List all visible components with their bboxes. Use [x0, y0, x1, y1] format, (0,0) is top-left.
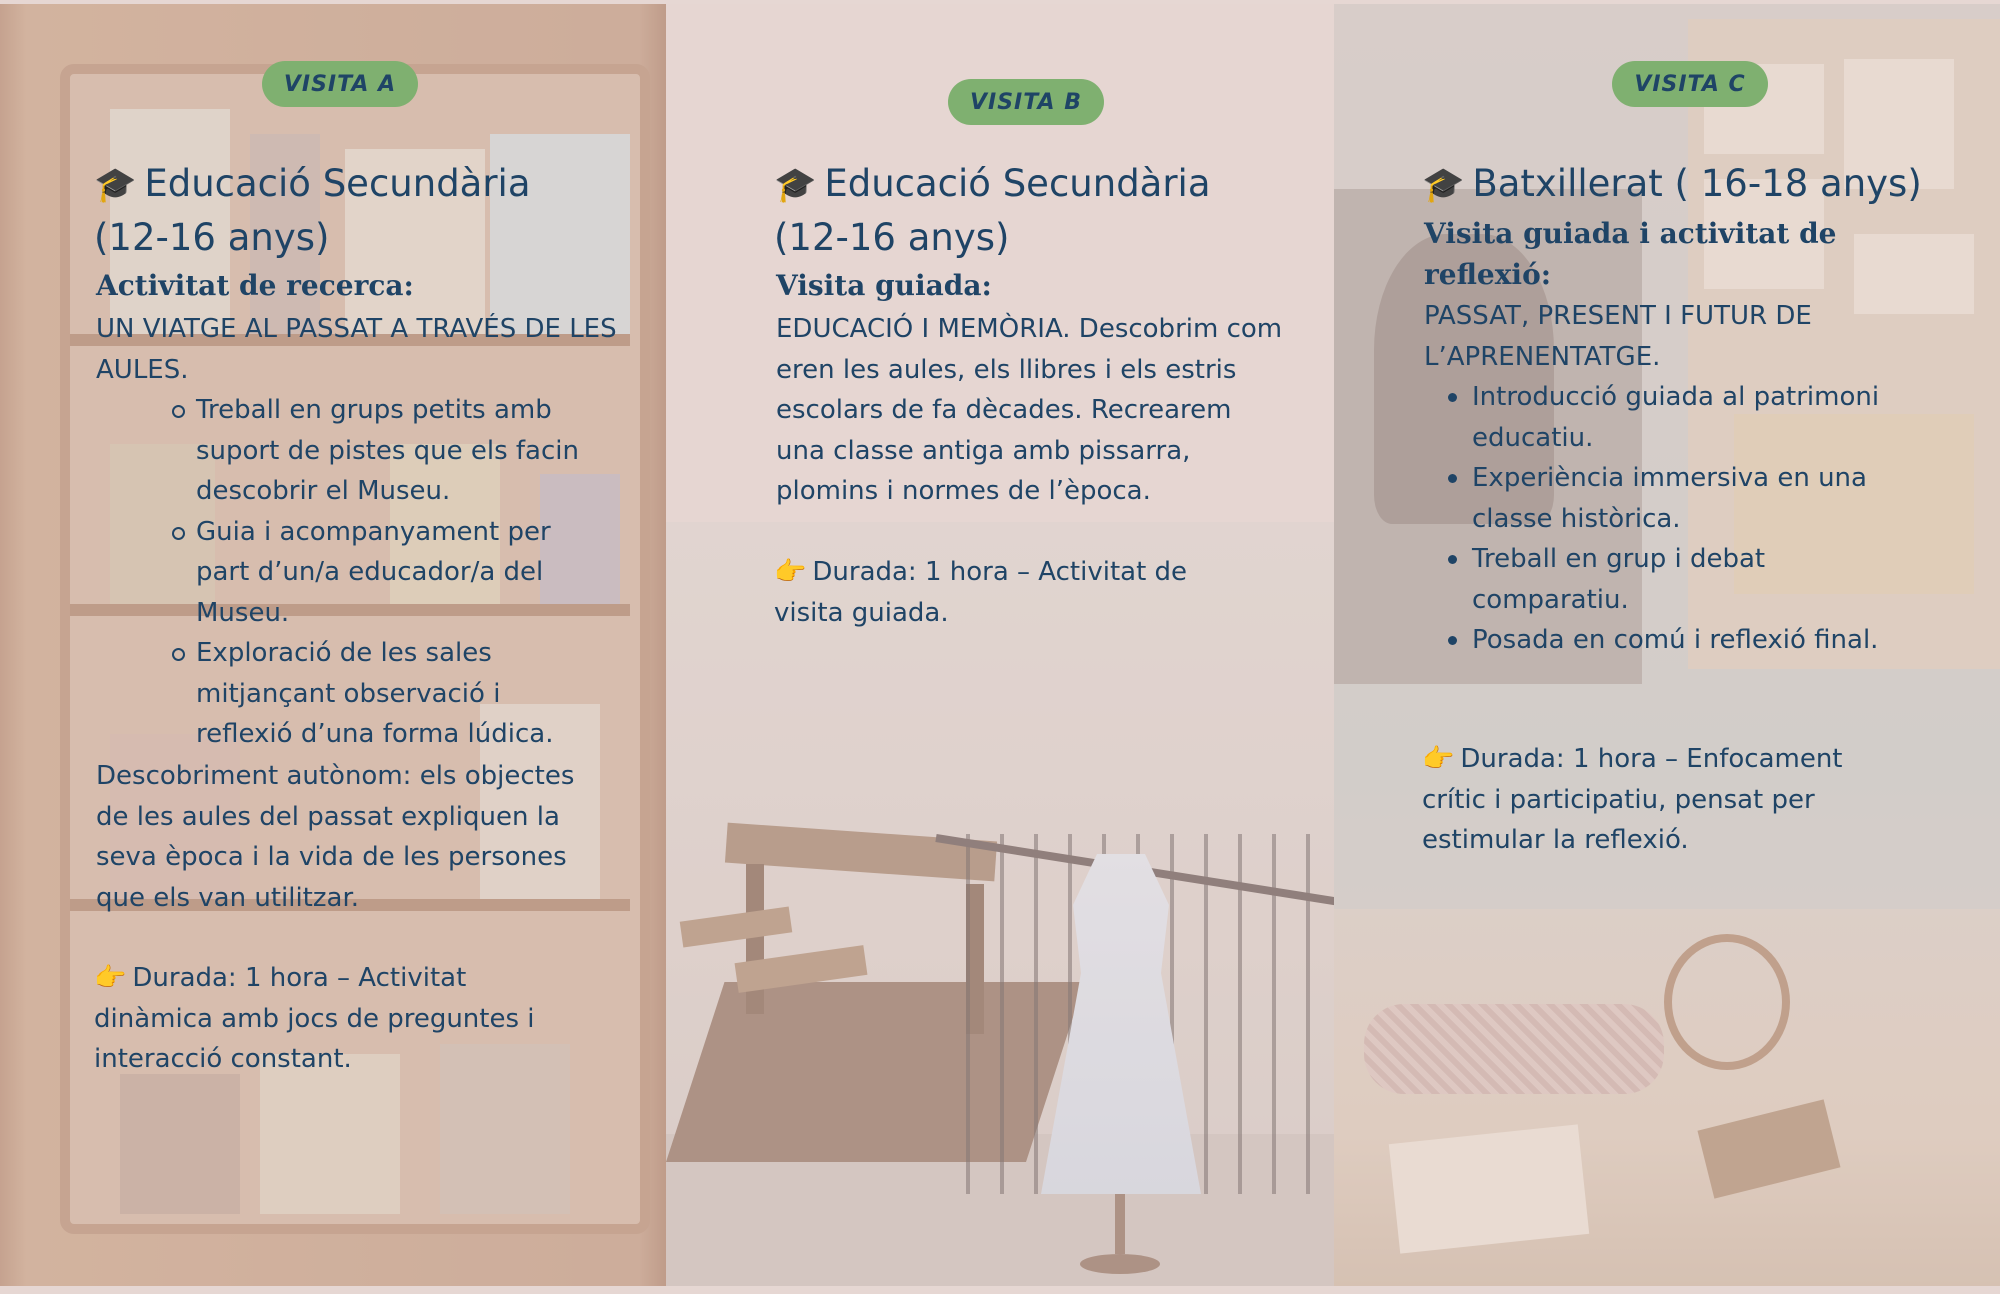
visit-b-duration: 👉 Durada: 1 hora – Activitat de visita guiada. [774, 557, 1188, 628]
visit-a-intro-line2: AULES. [96, 355, 189, 385]
visit-c-duration: 👉 Durada: 1 hora – Enfocament crític i participatiu, pensat per estimular la reflexió. [1422, 744, 1843, 855]
pointing-hand-icon: 👉 [1422, 744, 1455, 774]
visit-b-title [774, 157, 1211, 212]
visit-c-intro-line1: PASSAT, PRESENT I FUTUR DE [1424, 301, 1812, 331]
visit-a-subtitle: Activitat de recerca: [96, 269, 414, 302]
visit-c-badge: VISITA C [1612, 61, 1768, 107]
visit-a-title [94, 157, 531, 212]
list-item: Posada en comú i reflexió final. [1472, 620, 1879, 661]
visit-c-subtitle-line2: reflexió: [1424, 258, 1552, 291]
visit-c-panel [1334, 4, 2000, 1286]
visit-c-intro-line2: L’APRENENTATGE. [1424, 342, 1661, 372]
visit-b-title-age: (12-16 anys) [774, 216, 1010, 259]
visit-c-bullet-list [1472, 377, 1879, 661]
visit-b-panel [666, 4, 1334, 1286]
pointing-hand-icon: 👉 [774, 557, 807, 587]
pointing-hand-icon: 👉 [94, 963, 127, 993]
visit-a-panel [0, 4, 666, 1286]
visit-a-badge: VISITA A [262, 61, 418, 107]
visit-a-title-age: (12-16 anys) [94, 216, 330, 259]
visit-a-duration: 👉 Durada: 1 hora – Activitat dinàmica amb jocs de preguntes i interacció constant. [94, 963, 535, 1074]
list-item: Exploració de les sales mitjançant observació i reflexió d’una forma lúdica. [196, 633, 579, 755]
visit-c-subtitle-line1: Visita guiada i activitat de [1424, 217, 1837, 250]
list-item: Treball en grups petits amb suport de pistes que els facin descobrir el Museu. [196, 390, 579, 512]
visit-b-body: EDUCACIÓ I MEMÒRIA. Descobrim com eren les aules, els llibres i els estris escolars de fa dècades. Recrearem una classe antiga amb pissarra, plomins i normes de l’època. [776, 314, 1283, 506]
visit-a-closing: Descobriment autònom: els objectes de les aules del passat expliquen la seva època i la vida de les persones que els van utilitzar. [96, 761, 575, 913]
visit-a-bullet-list [196, 390, 579, 755]
visit-c-title [1422, 157, 1922, 212]
visit-b-subtitle: Visita guiada: [776, 269, 992, 302]
list-item: Guia i acompanyament per part d’un/a educador/a del Museu. [196, 512, 579, 634]
graduation-cap-icon: 🎓 [774, 165, 817, 205]
list-item: Treball en grup i debat comparatiu. [1472, 539, 1879, 620]
visit-b-title-line1: Educació Secundària [824, 162, 1211, 205]
visit-b-badge: VISITA B [948, 79, 1104, 125]
graduation-cap-icon: 🎓 [94, 165, 137, 205]
visit-a-title-line1: Educació Secundària [144, 162, 531, 205]
list-item: Introducció guiada al patrimoni educatiu. [1472, 377, 1879, 458]
graduation-cap-icon: 🎓 [1422, 165, 1465, 205]
list-item: Experiència immersiva en una classe històrica. [1472, 458, 1879, 539]
visit-c-title-line1: Batxillerat ( 16-18 anys) [1472, 162, 1922, 205]
visit-a-intro-line1: UN VIATGE AL PASSAT A TRAVÉS DE LES [96, 314, 617, 344]
